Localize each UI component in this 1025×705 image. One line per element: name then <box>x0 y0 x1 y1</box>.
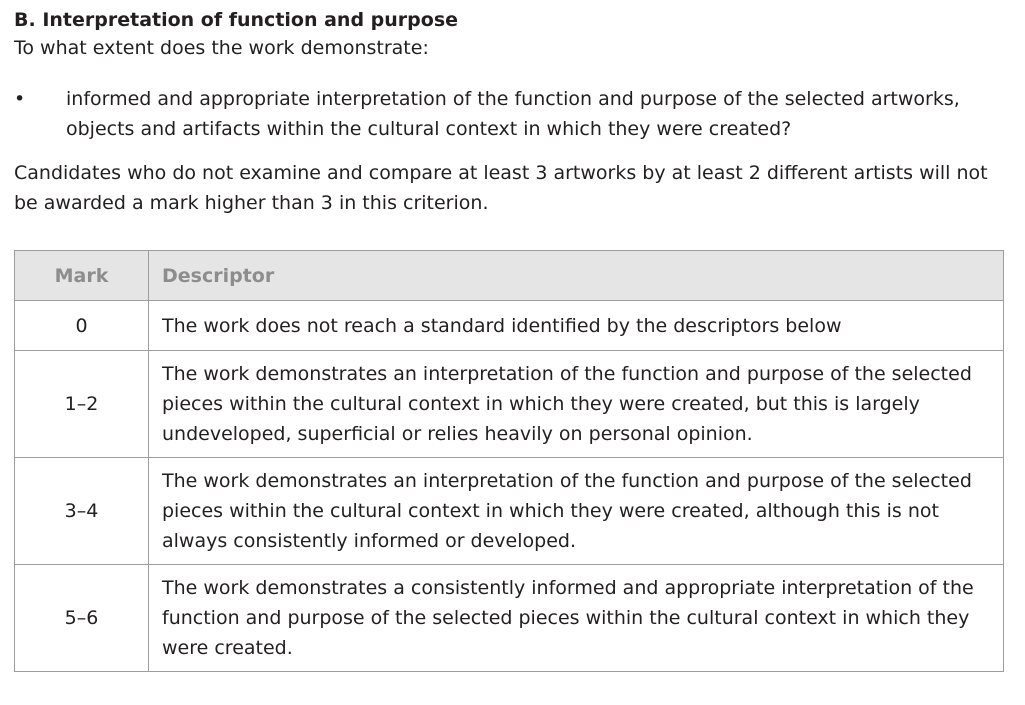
section-heading: B. Interpretation of function and purpose <box>14 9 459 31</box>
mark-cell: 1–2 <box>15 351 149 458</box>
table-row <box>15 301 1004 351</box>
descriptor-table <box>14 250 1004 672</box>
column-header-descriptor: Descriptor <box>149 251 1004 301</box>
mark-cell: 0 <box>15 301 149 351</box>
bullet-item <box>14 84 1004 144</box>
bullet-text: informed and appropriate interpretation of the function and purpose of the selected artworks, objects and artifacts within the cultural context in which they were created? <box>66 88 960 140</box>
table-row <box>15 351 1004 458</box>
descriptor-cell: The work demonstrates an interpretation of the function and purpose of the selected pieces within the cultural context in which they were created, although this is not always consistently informed or developed. <box>149 458 1004 565</box>
column-header-mark: Mark <box>15 251 149 301</box>
bullet-icon: • <box>14 88 26 110</box>
section-intro: To what extent does the work demonstrate: <box>14 37 429 59</box>
criterion-document <box>14 6 1004 672</box>
table-row <box>15 458 1004 565</box>
criterion-note: Candidates who do not examine and compare at least 3 artworks by at least 2 different artists will not be awarded a mark higher than 3 in this criterion. <box>14 162 988 214</box>
descriptor-cell: The work demonstrates a consistently informed and appropriate interpretation of the function and purpose of the selected pieces within the cultural context in which they were created. <box>149 565 1004 672</box>
descriptor-cell: The work does not reach a standard identified by the descriptors below <box>149 301 1004 351</box>
descriptor-cell: The work demonstrates an interpretation of the function and purpose of the selected pieces within the cultural context in which they were created, but this is largely undeveloped, superficial or relies heavily on personal opinion. <box>149 351 1004 458</box>
table-header-row <box>15 251 1004 301</box>
table-row <box>15 565 1004 672</box>
mark-cell: 5–6 <box>15 565 149 672</box>
mark-cell: 3–4 <box>15 458 149 565</box>
